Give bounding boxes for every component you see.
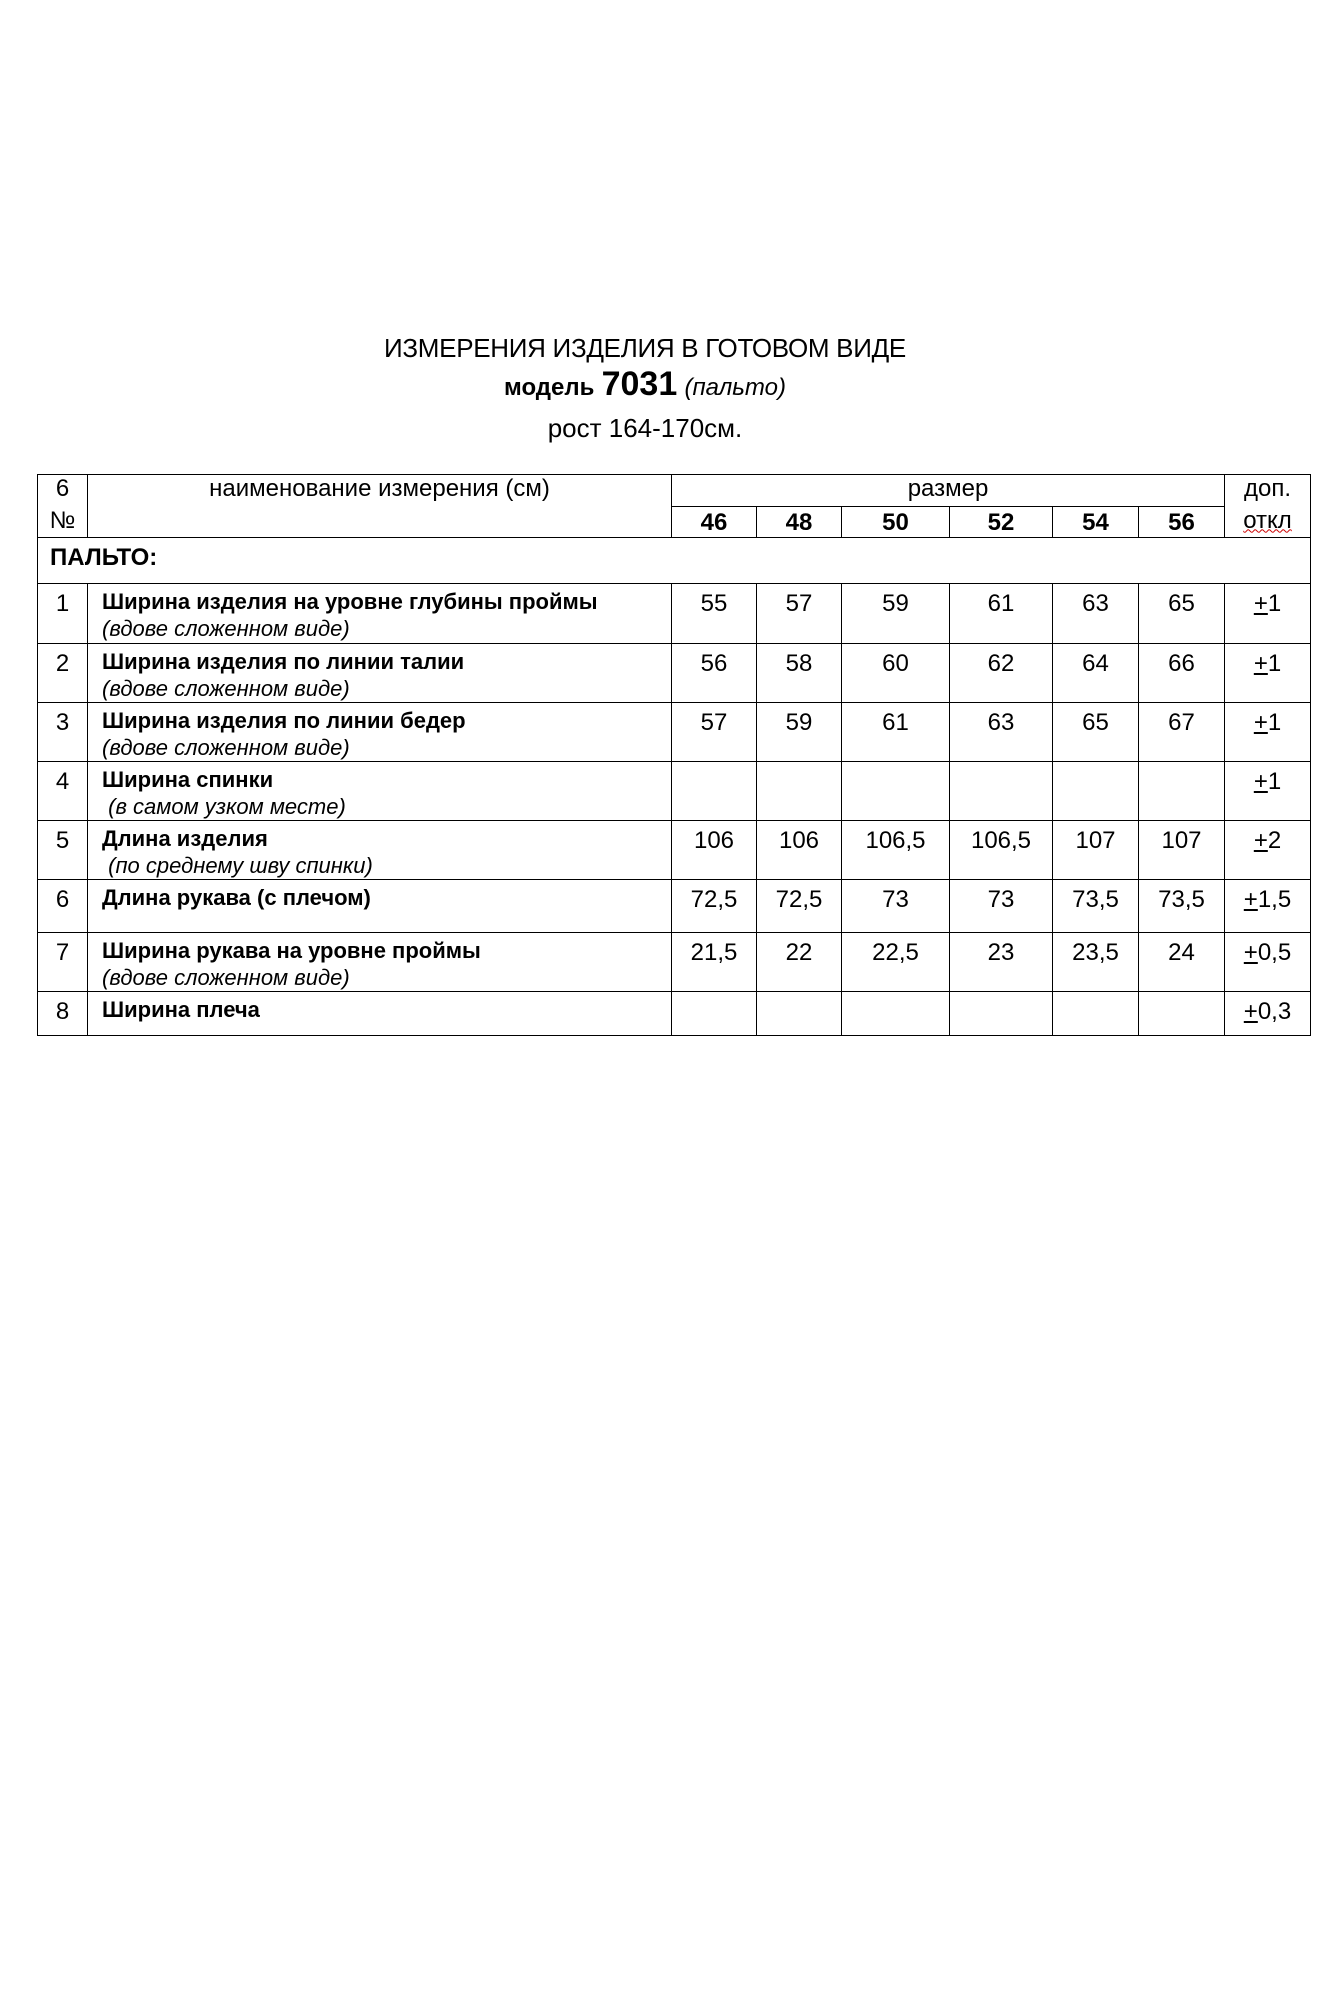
value-cell: 63 bbox=[1053, 584, 1139, 644]
size-header: размер bbox=[672, 475, 1225, 507]
value-cell: 106 bbox=[757, 821, 842, 880]
value-cell: 106,5 bbox=[842, 821, 950, 880]
tolerance-cell bbox=[1225, 762, 1311, 821]
tolerance-value: +1 bbox=[1253, 709, 1282, 736]
row-number: 4 bbox=[38, 762, 88, 821]
tolerance-header-bottom bbox=[1225, 507, 1311, 538]
value-cell bbox=[1139, 762, 1225, 821]
measurement-name-cell bbox=[88, 933, 672, 992]
value-cell: 62 bbox=[950, 644, 1053, 703]
row-number: 2 bbox=[38, 644, 88, 703]
measurement-name: Ширина спинки bbox=[102, 767, 274, 792]
measurement-name: Ширина изделия по линии бедер bbox=[102, 708, 466, 733]
value-cell: 55 bbox=[672, 584, 757, 644]
value-cell: 107 bbox=[1053, 821, 1139, 880]
measurement-note: (вдове сложенном виде) bbox=[102, 676, 350, 701]
value-cell: 60 bbox=[842, 644, 950, 703]
header-row-top bbox=[38, 475, 1311, 507]
size-header-56: 56 bbox=[1139, 507, 1225, 538]
value-cell: 61 bbox=[950, 584, 1053, 644]
row-number: 3 bbox=[38, 703, 88, 762]
measurement-name-cell bbox=[88, 644, 672, 703]
value-cell bbox=[757, 992, 842, 1036]
row-number: 7 bbox=[38, 933, 88, 992]
measurement-table bbox=[37, 474, 1311, 1036]
tolerance-cell bbox=[1225, 584, 1311, 644]
value-cell bbox=[1053, 992, 1139, 1036]
measurement-name-cell bbox=[88, 584, 672, 644]
value-cell: 58 bbox=[757, 644, 842, 703]
measurement-name-cell bbox=[88, 992, 672, 1036]
size-header-54: 54 bbox=[1053, 507, 1139, 538]
measurement-name: Ширина изделия на уровне глубины проймы bbox=[102, 589, 598, 614]
table-row bbox=[38, 703, 1311, 762]
value-cell bbox=[950, 762, 1053, 821]
value-cell: 57 bbox=[672, 703, 757, 762]
document-title: ИЗМЕРЕНИЯ ИЗДЕЛИЯ В ГОТОВОМ ВИДЕ bbox=[384, 333, 906, 363]
value-cell bbox=[842, 992, 950, 1036]
value-cell bbox=[672, 762, 757, 821]
tolerance-value: +1 bbox=[1253, 590, 1282, 617]
measurement-note: (вдове сложенном виде) bbox=[102, 735, 350, 760]
tolerance-header-top: доп. bbox=[1225, 475, 1311, 507]
value-cell: 73,5 bbox=[1053, 880, 1139, 933]
value-cell bbox=[1053, 762, 1139, 821]
measurement-name: Длина рукава (с плечом) bbox=[102, 885, 371, 910]
value-cell: 21,5 bbox=[672, 933, 757, 992]
value-cell: 22 bbox=[757, 933, 842, 992]
tolerance-header-bottom-label: откл bbox=[1243, 506, 1292, 534]
model-label: модель bbox=[504, 374, 595, 401]
tolerance-cell bbox=[1225, 992, 1311, 1036]
table-row bbox=[38, 762, 1311, 821]
value-cell: 107 bbox=[1139, 821, 1225, 880]
value-cell: 63 bbox=[950, 703, 1053, 762]
measurement-note: (вдове сложенном виде) bbox=[102, 616, 350, 641]
tolerance-cell bbox=[1225, 880, 1311, 933]
name-header: наименование измерения (см) bbox=[88, 475, 672, 507]
tolerance-value: +2 bbox=[1253, 827, 1282, 854]
value-cell: 24 bbox=[1139, 933, 1225, 992]
value-cell: 106,5 bbox=[950, 821, 1053, 880]
value-cell: 59 bbox=[757, 703, 842, 762]
value-cell: 65 bbox=[1053, 703, 1139, 762]
size-header-52: 52 bbox=[950, 507, 1053, 538]
height-range: рост 164-170см. bbox=[547, 413, 743, 443]
value-cell: 57 bbox=[757, 584, 842, 644]
row-number: 6 bbox=[38, 880, 88, 933]
value-cell: 23 bbox=[950, 933, 1053, 992]
measurement-note: (по среднему шву спинки) bbox=[102, 853, 373, 878]
measurement-name: Ширина изделия по линии талии bbox=[102, 649, 465, 674]
model-line bbox=[0, 365, 1290, 404]
value-cell: 106 bbox=[672, 821, 757, 880]
section-row bbox=[38, 538, 1311, 584]
tolerance-value: +0,3 bbox=[1243, 998, 1292, 1025]
value-cell: 73 bbox=[842, 880, 950, 933]
tolerance-value: +1,5 bbox=[1243, 886, 1292, 913]
tolerance-cell bbox=[1225, 821, 1311, 880]
value-cell bbox=[842, 762, 950, 821]
value-cell bbox=[1139, 992, 1225, 1036]
value-cell: 61 bbox=[842, 703, 950, 762]
model-number: 7031 bbox=[601, 365, 678, 403]
name-header-cont bbox=[88, 507, 672, 538]
table-row bbox=[38, 584, 1311, 644]
table-row bbox=[38, 880, 1311, 933]
measurement-note: (вдове сложенном виде) bbox=[102, 965, 350, 990]
measurement-name-cell bbox=[88, 762, 672, 821]
value-cell: 73,5 bbox=[1139, 880, 1225, 933]
size-header-48: 48 bbox=[757, 507, 842, 538]
measurement-name-cell bbox=[88, 821, 672, 880]
header-row-bottom bbox=[38, 507, 1311, 538]
tolerance-value: +1 bbox=[1253, 650, 1282, 677]
tolerance-cell bbox=[1225, 644, 1311, 703]
value-cell: 22,5 bbox=[842, 933, 950, 992]
table-row bbox=[38, 992, 1311, 1036]
table-row bbox=[38, 933, 1311, 992]
table-row bbox=[38, 644, 1311, 703]
measurement-name-cell bbox=[88, 880, 672, 933]
row-number: 5 bbox=[38, 821, 88, 880]
value-cell: 73 bbox=[950, 880, 1053, 933]
tolerance-value: +1 bbox=[1253, 768, 1282, 795]
measurement-name-cell bbox=[88, 703, 672, 762]
tolerance-cell bbox=[1225, 703, 1311, 762]
row-number: 1 bbox=[38, 584, 88, 644]
model-type: (пальто) bbox=[684, 374, 786, 401]
measurement-note: (в самом узком месте) bbox=[102, 794, 346, 819]
tolerance-value: +0,5 bbox=[1243, 939, 1292, 966]
size-header-50: 50 bbox=[842, 507, 950, 538]
section-title: ПАЛЬТО: bbox=[38, 538, 1311, 584]
value-cell: 65 bbox=[1139, 584, 1225, 644]
measurement-name: Ширина рукава на уровне проймы bbox=[102, 938, 481, 963]
tolerance-cell bbox=[1225, 933, 1311, 992]
row-number: 8 bbox=[38, 992, 88, 1036]
measurement-name: Длина изделия bbox=[102, 826, 268, 851]
value-cell: 23,5 bbox=[1053, 933, 1139, 992]
value-cell bbox=[950, 992, 1053, 1036]
value-cell: 72,5 bbox=[672, 880, 757, 933]
value-cell: 59 bbox=[842, 584, 950, 644]
value-cell: 67 bbox=[1139, 703, 1225, 762]
size-header-46: 46 bbox=[672, 507, 757, 538]
value-cell bbox=[757, 762, 842, 821]
value-cell: 56 bbox=[672, 644, 757, 703]
value-cell: 66 bbox=[1139, 644, 1225, 703]
value-cell: 72,5 bbox=[757, 880, 842, 933]
corner-top: 6 bbox=[38, 475, 88, 507]
value-cell bbox=[672, 992, 757, 1036]
measurement-name: Ширина плеча bbox=[102, 997, 260, 1022]
table-row bbox=[38, 821, 1311, 880]
corner-bottom: № bbox=[38, 507, 88, 538]
value-cell: 64 bbox=[1053, 644, 1139, 703]
